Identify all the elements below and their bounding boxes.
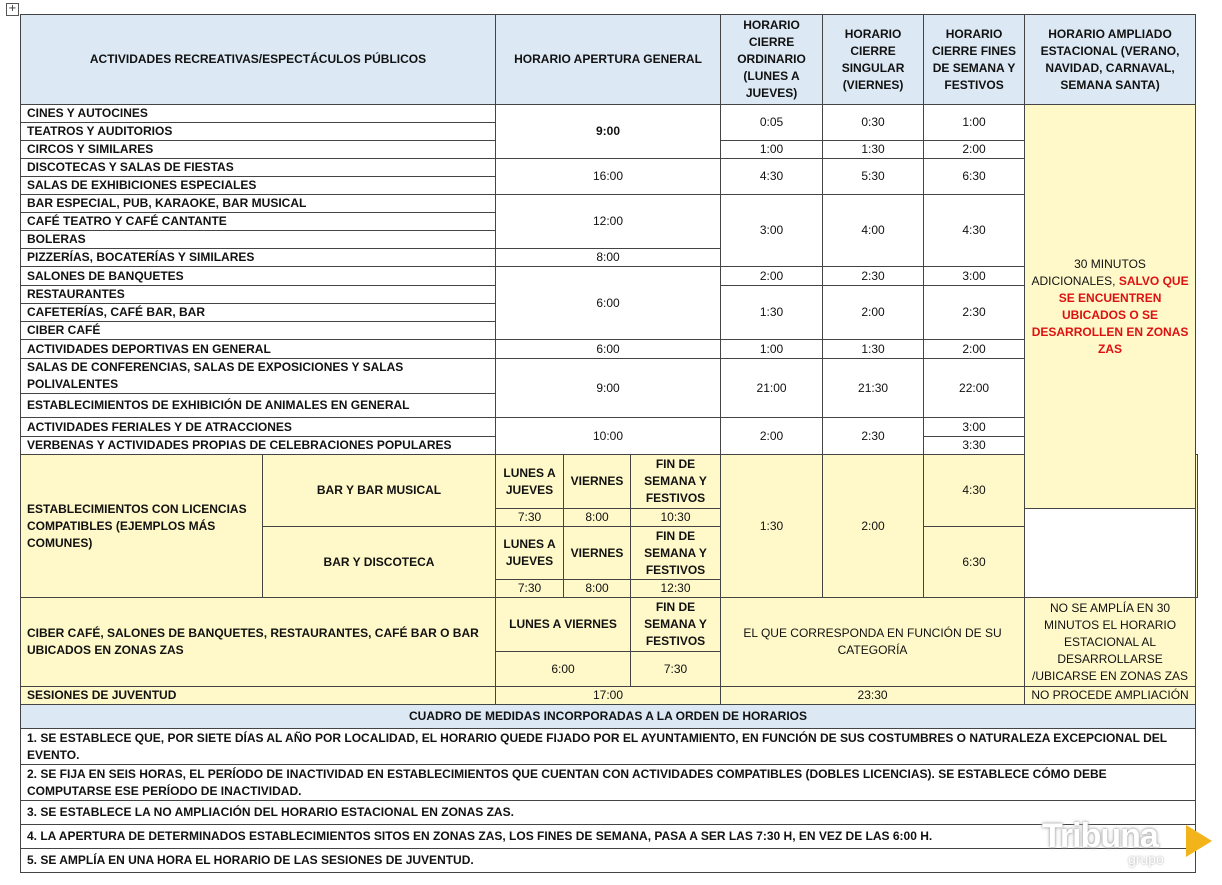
measure-3: 3. SE ESTABLECE LA NO AMPLIACIÓN DEL HORARIO ESTACIONAL EN ZONAS ZAS. (21, 801, 1196, 825)
close-singular: 2:30 (823, 267, 924, 286)
close-weekend: 2:00 (924, 141, 1025, 159)
header-ordinary-close: HORARIO CIERRE ORDINARIO (LUNES A JUEVES) (721, 15, 823, 105)
activity-boleras: BOLERAS (21, 231, 496, 249)
close-singular: 4:00 (823, 195, 924, 267)
compat-header-fs: FIN DE SEMANA Y FESTIVOS (631, 527, 721, 580)
open-time: 16:00 (496, 159, 721, 195)
close-singular: 5:30 (823, 159, 924, 195)
close-ordinary: 1:00 (721, 340, 823, 359)
open-time: 8:00 (496, 249, 721, 267)
zas-header-fs: FIN DE SEMANA Y FESTIVOS (631, 598, 721, 652)
measure-4: 4. LA APERTURA DE DETERMINADOS ESTABLECIMIENTOS SITOS EN ZONAS ZAS, LOS FINES DE SEMANA, PASA A SER LAS 7:30 H, EN VEZ DE LAS 6:00 H. (21, 825, 1196, 849)
open-time: 6:00 (496, 267, 721, 340)
activity-verbenas: VERBENAS Y ACTIVIDADES PROPIAS DE CELEBRACIONES POPULARES (21, 437, 496, 455)
zas-fs: 7:30 (631, 652, 721, 687)
measure-row (21, 765, 1198, 801)
table-row (21, 195, 1198, 213)
table-row (21, 159, 1198, 177)
compat-bm-fs: 10:30 (631, 509, 721, 527)
table-row (21, 455, 1198, 509)
measure-row (21, 825, 1198, 849)
compat-header-lj: LUNES A JUEVES (496, 455, 564, 509)
activity-bar-especial: BAR ESPECIAL, PUB, KARAOKE, BAR MUSICAL (21, 195, 496, 213)
compat-bd-fs: 12:30 (631, 580, 721, 598)
activity-deportivas: ACTIVIDADES DEPORTIVAS EN GENERAL (21, 340, 496, 359)
activity-cines: CINES Y AUTOCINES (21, 105, 496, 123)
table-row (21, 687, 1198, 705)
header-opening: HORARIO APERTURA GENERAL (496, 15, 721, 105)
measure-row (21, 729, 1198, 765)
header-seasonal: HORARIO AMPLIADO ESTACIONAL (VERANO, NAVIDAD, CARNAVAL, SEMANA SANTA) (1025, 15, 1196, 105)
table-row (21, 340, 1198, 359)
activity-pizzerias: PIZZERÍAS, BOCATERÍAS Y SIMILARES (21, 249, 496, 267)
table-row (21, 359, 1198, 394)
zas-label: CIBER CAFÉ, SALONES DE BANQUETES, RESTAURANTES, CAFÉ BAR O BAR UBICADOS EN ZONAS ZAS (21, 598, 496, 687)
close-weekend: 2:00 (924, 340, 1025, 359)
juventud-estacional: NO PROCEDE AMPLIACIÓN (1025, 687, 1196, 705)
activity-conferencias: SALAS DE CONFERENCIAS, SALAS DE EXPOSICIONES Y SALAS POLIVALENTES (21, 359, 496, 394)
header-weekend-close: HORARIO CIERRE FINES DE SEMANA Y FESTIVOS (924, 15, 1025, 105)
compat-header-fs: FIN DE SEMANA Y FESTIVOS (631, 455, 721, 509)
table-row (21, 598, 1198, 652)
logo-sub: grupo (1128, 851, 1164, 867)
seasonal-text: 30 MINUTOS ADICIONALES, (1031, 256, 1146, 288)
activity-teatros: TEATROS Y AUDITORIOS (21, 123, 496, 141)
compat-bm-v: 8:00 (564, 509, 631, 527)
activity-cafe-teatro: CAFÉ TEATRO Y CAFÉ CANTANTE (21, 213, 496, 231)
juventud-close: 23:30 (721, 687, 1025, 705)
open-time: 6:00 (496, 340, 721, 359)
close-weekend: 3:00 (924, 267, 1025, 286)
close-singular: 2:00 (823, 455, 924, 598)
close-ordinary: 1:00 (721, 141, 823, 159)
activity-circos: CIRCOS Y SIMILARES (21, 141, 496, 159)
tribuna-logo (1024, 813, 1214, 873)
table-row (21, 267, 1198, 286)
close-weekend: 22:00 (924, 359, 1025, 418)
compat-bar-musical: BAR Y BAR MUSICAL (263, 455, 496, 527)
measure-5: 5. SE AMPLÍA EN UNA HORA EL HORARIO DE LAS SESIONES DE JUVENTUD. (21, 849, 1196, 873)
measure-row (21, 849, 1198, 873)
close-singular: 2:00 (823, 286, 924, 340)
activity-ciber: CIBER CAFÉ (21, 322, 496, 340)
zas-lv: 6:00 (496, 652, 631, 687)
close-weekend: 3:00 (924, 418, 1025, 437)
seasonal-exception: SALVO QUE SE ENCUENTREN UBICADOS O SE DESARROLLEN EN ZONAS ZAS (1031, 273, 1189, 356)
activity-cafeterias: CAFETERÍAS, CAFÉ BAR, BAR (21, 304, 496, 322)
compat-header-v: VIERNES (564, 455, 631, 509)
close-weekend: 4:30 (924, 455, 1025, 527)
close-weekend: 3:30 (924, 437, 1025, 455)
compat-bd-v: 8:00 (564, 580, 631, 598)
close-weekend: 6:30 (924, 527, 1025, 598)
seasonal-extension (1025, 105, 1196, 509)
compat-header-v: VIERNES (564, 527, 631, 580)
compat-label: ESTABLECIMIENTOS CON LICENCIAS COMPATIBLES (EJEMPLOS MÁS COMUNES) (21, 455, 263, 598)
compat-bar-discoteca: BAR Y DISCOTECA (263, 527, 496, 598)
table-row (21, 105, 1198, 123)
header-singular-close: HORARIO CIERRE SINGULAR (VIERNES) (823, 15, 924, 105)
table-row (21, 418, 1198, 437)
close-singular: 0:30 (823, 105, 924, 141)
close-ordinary: 3:00 (721, 195, 823, 267)
measure-1: 1. SE ESTABLECE QUE, POR SIETE DÍAS AL AÑO POR LOCALIDAD, EL HORARIO QUEDE FIJADO POR EL AYUNTAMIENTO, EN FUNCIÓN DE SUS COSTUMBRES O NATURALEZA EXCEPCIONAL DEL EVENTO. (21, 729, 1196, 765)
close-singular: 21:30 (823, 359, 924, 418)
open-time: 9:00 (496, 359, 721, 418)
activity-restaurantes: RESTAURANTES (21, 286, 496, 304)
juventud-open: 17:00 (496, 687, 721, 705)
measure-row (21, 801, 1198, 825)
table-move-handle-icon[interactable]: + (6, 3, 19, 16)
logo-text: Tribuna (1042, 817, 1158, 855)
activity-salas-exhib: SALAS DE EXHIBICIONES ESPECIALES (21, 177, 496, 195)
close-ordinary: 1:30 (721, 286, 823, 340)
activity-discotecas: DISCOTECAS Y SALAS DE FIESTAS (21, 159, 496, 177)
activity-animales: ESTABLECIMIENTOS DE EXHIBICIÓN DE ANIMALES EN GENERAL (21, 394, 496, 418)
schedule-table (20, 14, 1198, 873)
zas-cierre: EL QUE CORRESPONDA EN FUNCIÓN DE SU CATEGORÍA (721, 598, 1025, 687)
compat-header-lj: LUNES A JUEVES (496, 527, 564, 580)
zas-estacional: NO SE AMPLÍA EN 30 MINUTOS EL HORARIO ESTACIONAL AL DESARROLLARSE /UBICARSE EN ZONAS ZAS (1025, 598, 1196, 687)
close-ordinary: 1:30 (721, 455, 823, 598)
close-weekend: 2:30 (924, 286, 1025, 340)
close-weekend: 6:30 (924, 159, 1025, 195)
measures-title-row (21, 705, 1198, 729)
measures-title: CUADRO DE MEDIDAS INCORPORADAS A LA ORDEN DE HORARIOS (21, 705, 1196, 729)
close-ordinary: 21:00 (721, 359, 823, 418)
close-ordinary: 0:05 (721, 105, 823, 141)
close-weekend: 4:30 (924, 195, 1025, 267)
open-time: 9:00 (496, 105, 721, 159)
activity-feriales: ACTIVIDADES FERIALES Y DE ATRACCIONES (21, 418, 496, 437)
zas-header-lv: LUNES A VIERNES (496, 598, 631, 652)
measure-2: 2. SE FIJA EN SEIS HORAS, EL PERÍODO DE INACTIVIDAD EN ESTABLECIMIENTOS QUE CUENTAN CON ACTIVIDADES COMPATIBLES (DOBLES LICENCIAS). SE ESTABLECE CÓMO DEBE COMPUTARSE ESE PERÍODO DE INACTIVIDAD. (21, 765, 1196, 801)
close-weekend: 1:00 (924, 105, 1025, 141)
compat-bm-lj: 7:30 (496, 509, 564, 527)
header-activities: ACTIVIDADES RECREATIVAS/ESPECTÁCULOS PÚBLICOS (21, 15, 496, 105)
header-row (21, 15, 1198, 105)
close-ordinary: 2:00 (721, 267, 823, 286)
close-ordinary: 4:30 (721, 159, 823, 195)
close-singular: 1:30 (823, 340, 924, 359)
activity-salones: SALONES DE BANQUETES (21, 267, 496, 286)
open-time: 10:00 (496, 418, 721, 455)
juventud-label: SESIONES DE JUVENTUD (21, 687, 496, 705)
close-singular: 2:30 (823, 418, 924, 455)
open-time: 12:00 (496, 195, 721, 249)
seasonal-empty (1196, 455, 1198, 598)
close-singular: 1:30 (823, 141, 924, 159)
close-ordinary: 2:00 (721, 418, 823, 455)
compat-bd-lj: 7:30 (496, 580, 564, 598)
play-triangle-icon (1186, 825, 1212, 857)
